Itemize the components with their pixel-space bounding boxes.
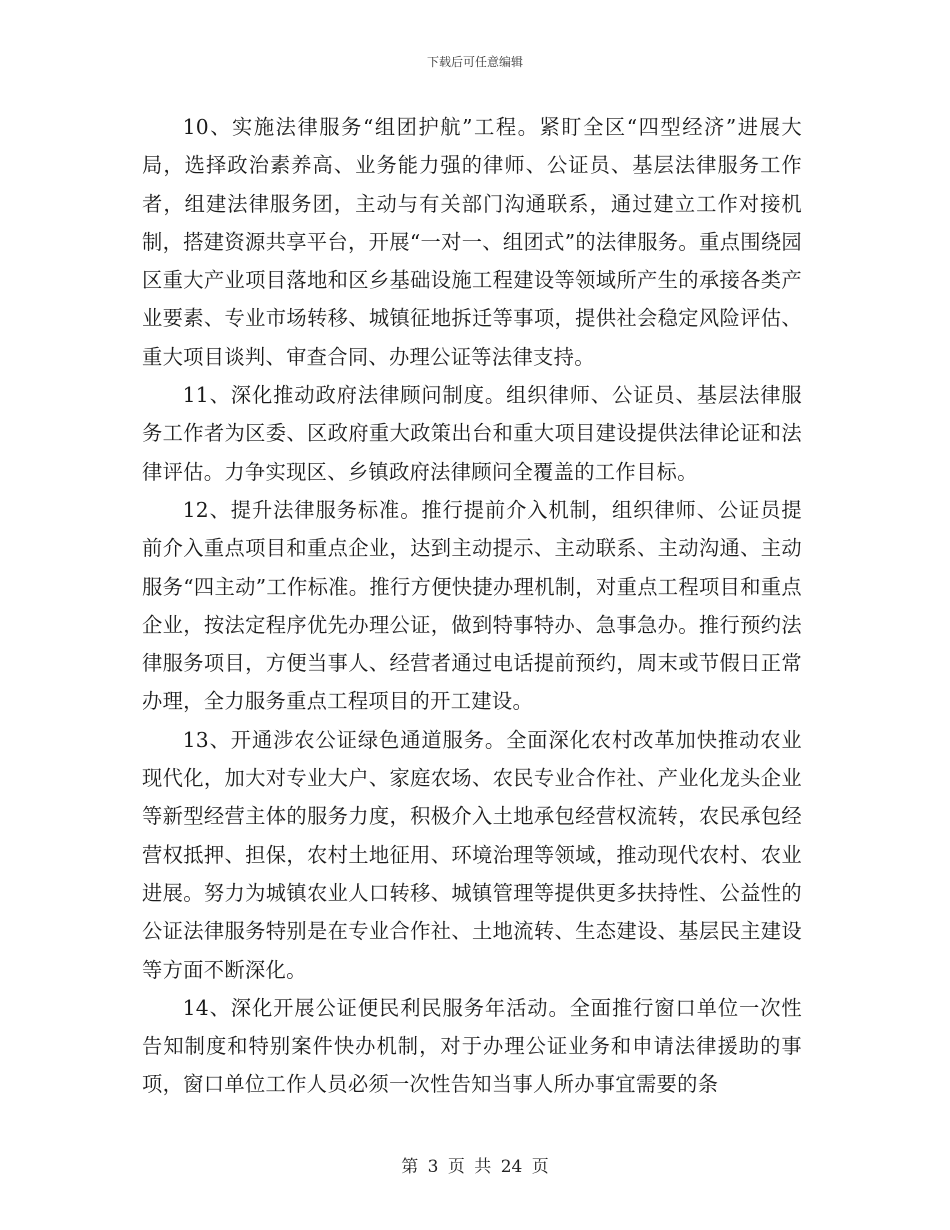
paragraph-10: 10、实施法律服务“组团护航”工程。紧盯全区“四型经济”进展大局，选择政治素养高、业务能力强的律师、公证员、基层法律服务工作者，组建法律服务团，主动与有关部门沟通联系，通过建立工作对接机制，搭建资源共享平台，开展“一对一、组团式”的法律服务。重点围绕园区重大产业项目落地和区乡基础设施工程建设等领域所产生的承接各类产业要素、专业市场转移、城镇征地拆迁等事项，提供社会稳定风险评估、重大项目谈判、审查合同、办理公证等法律支持。 (142, 115, 802, 369)
paragraph-11: 11、深化推动政府法律顾问制度。组织律师、公证员、基层法律服务工作者为区委、区政府重大政策出台和重大项目建设提供法律论证和法律评估。力争实现区、乡镇政府法律顾问全覆盖的工作目标。 (142, 383, 802, 484)
document-body (142, 108, 802, 1104)
paragraph-14: 14、深化开展公证便民利民服务年活动。全面推行窗口单位一次性告知制度和特别案件快办机制，对于办理公证业务和申请法律援助的事项，窗口单位工作人员必须一次性告知当事人所办事宜需要的条 (142, 995, 802, 1097)
page-number-footer: 第 3 页 共 24 页 (401, 1157, 549, 1177)
paragraph-13: 13、开通涉农公证绿色通道服务。全面深化农村改革加快推动农业现代化，加大对专业大户、家庭农场、农民专业合作社、产业化龙头企业等新型经营主体的服务力度，积极介入土地承包经营权流转，农民承包经营权抵押、担保，农村土地征用、环境治理等领域，推动现代农村、农业进展。努力为城镇农业人口转移、城镇管理等提供更多扶持性、公益性的公证法律服务特别是在专业合作社、土地流转、生态建设、基层民主建设等方面不断深化。 (142, 727, 802, 982)
paragraph-12: 12、提升法律服务标准。推行提前介入机制，组织律师、公证员提前介入重点项目和重点企业，达到主动提示、主动联系、主动沟通、主动服务“四主动”工作标准。推行方便快捷办理机制，对重点工程项目和重点企业，按法定程序优先办理公证，做到特事特办、急事急办。推行预约法律服务项目，方便当事人、经营者通过电话提前预约，周末或节假日正常办理，全力服务重点工程项目的开工建设。 (142, 497, 802, 714)
page-header-note: 下载后可任意编辑 (426, 55, 523, 69)
